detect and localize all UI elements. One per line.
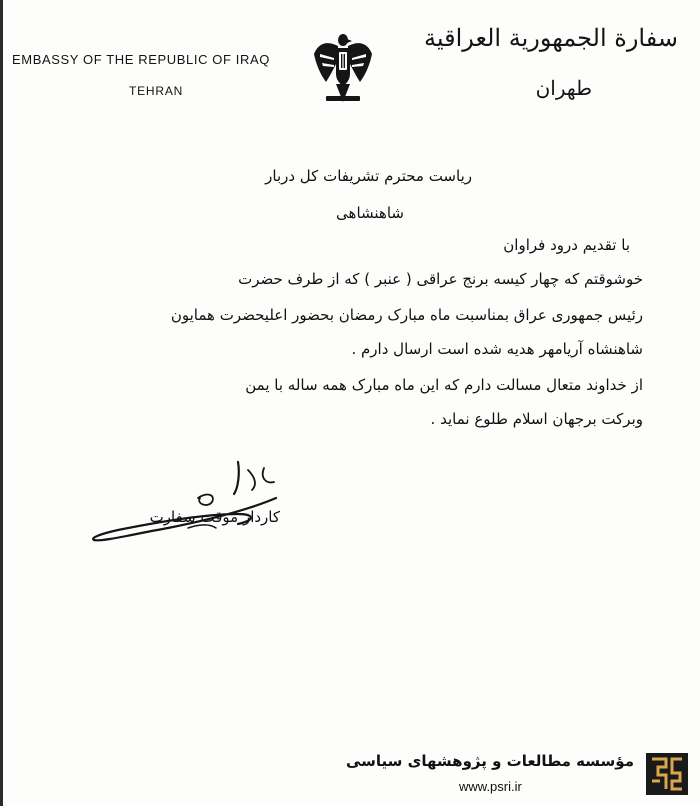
eagle-emblem-icon bbox=[312, 30, 374, 108]
body-line: شاهنشاه آریامهر هدیه شده است ارسال دارم . bbox=[351, 340, 643, 358]
footer-website-link[interactable]: www.psri.ir bbox=[459, 779, 522, 794]
addressee-line-1: ریاست محترم تشریفات کل دربار bbox=[265, 167, 472, 185]
body-line: از خداوند متعال مسالت دارم که این ماه مبارک همه ساله با یمن bbox=[245, 376, 643, 394]
greeting-line: با تقدیم درود فراوان bbox=[503, 236, 630, 254]
addressee-line-2: شاهنشاهی bbox=[336, 204, 404, 222]
letterhead-english-line-2: TEHRAN bbox=[129, 84, 184, 98]
body-line: خوشوقتم که چهار کیسه برنج عراقی ( عنبر ) که از طرف حضرت bbox=[238, 270, 643, 288]
body-line: رئیس جمهوری عراق بمناسبت ماه مبارک رمضان بحضور اعلیحضرت همایون bbox=[170, 306, 643, 324]
letterhead-arabic-line-1: سفارة الجمهورية العراقية bbox=[424, 24, 678, 52]
psri-logo-icon bbox=[646, 753, 688, 795]
letterhead-english-line-1: EMBASSY OF THE REPUBLIC OF IRAQ bbox=[12, 52, 270, 67]
body-line: وبرکت برجهان اسلام طلوع نماید . bbox=[430, 410, 643, 428]
scan-edge bbox=[0, 0, 3, 806]
signature-title: کاردار موقت سفارت bbox=[149, 508, 280, 526]
handwritten-signature-icon bbox=[88, 454, 278, 554]
letterhead-arabic-line-2: طهران bbox=[535, 76, 592, 100]
footer-institute-name: مؤسسه مطالعات و پژوهشهای سیاسی bbox=[345, 752, 634, 770]
